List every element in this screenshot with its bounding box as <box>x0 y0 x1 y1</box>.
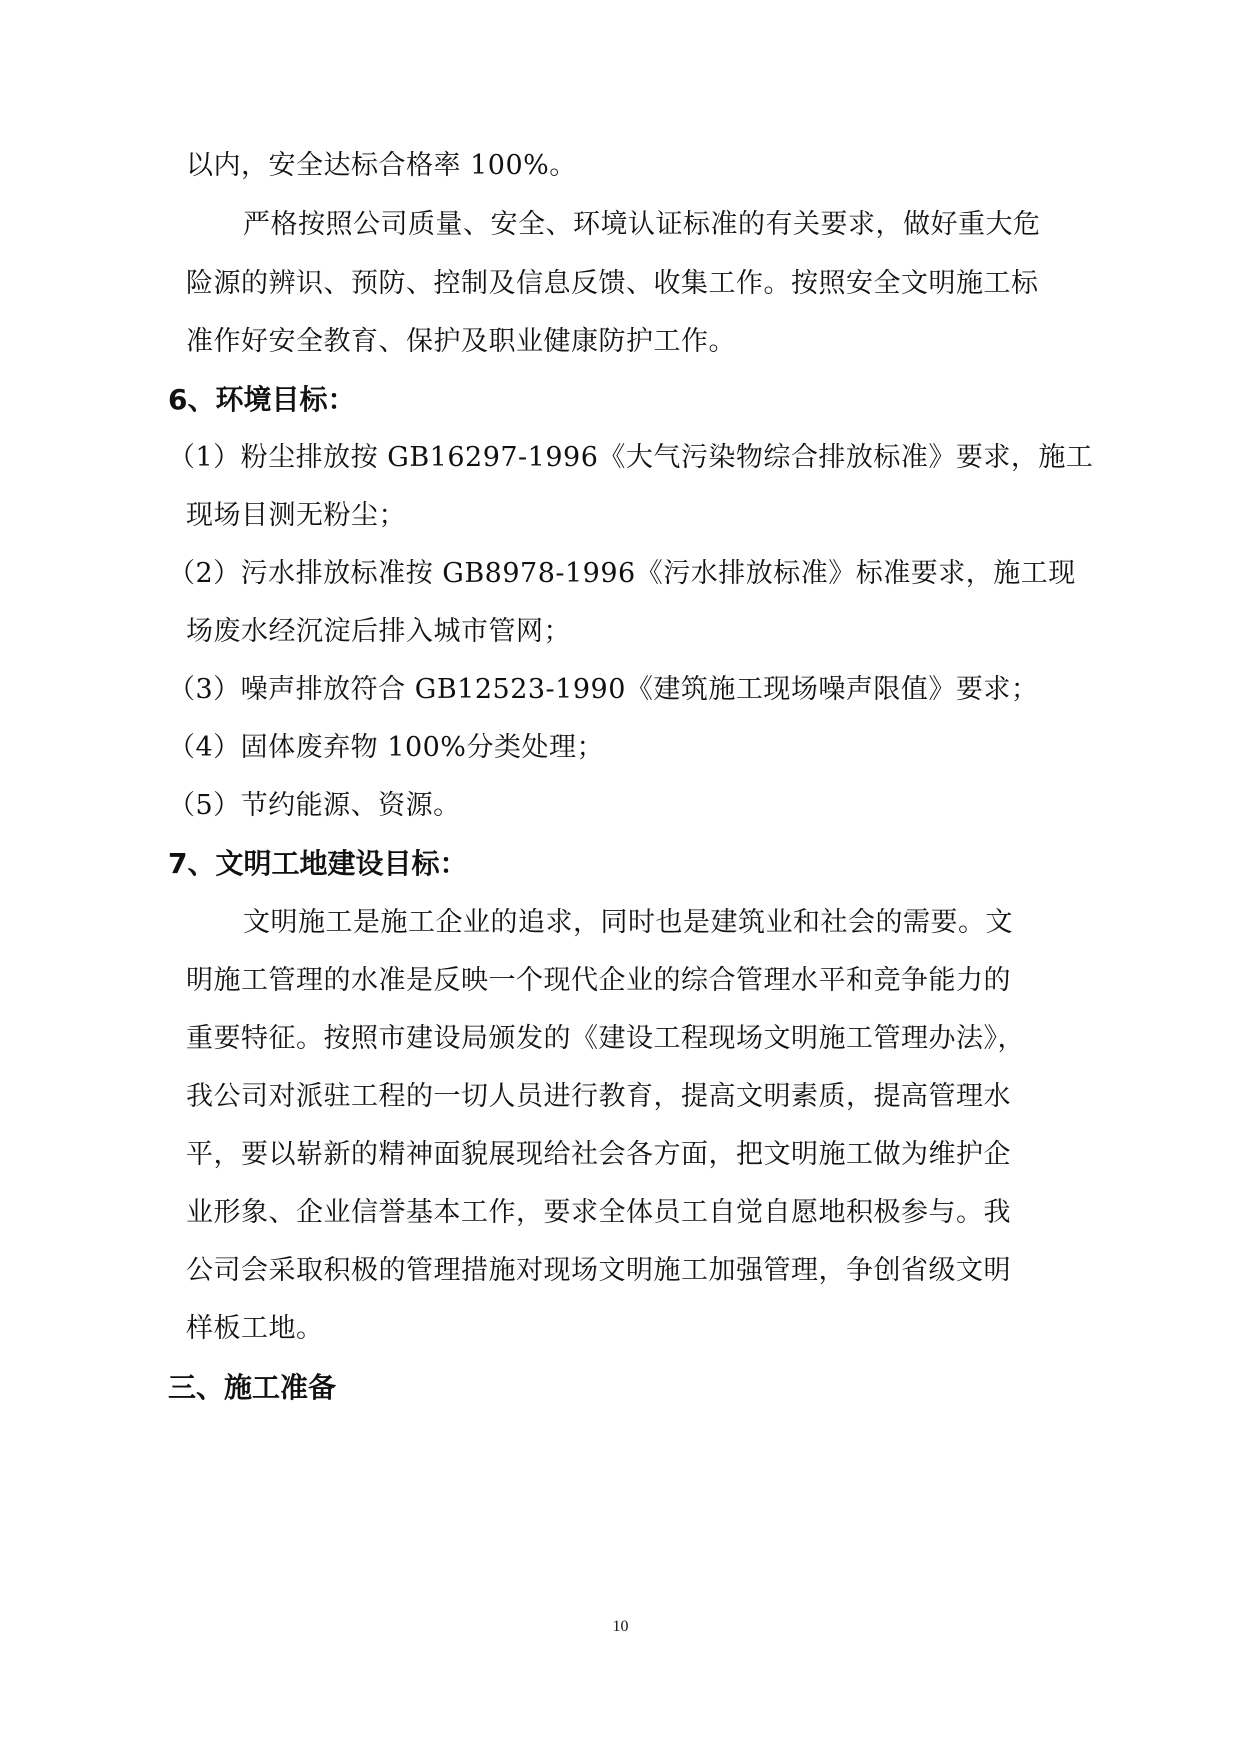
paragraph-line: 严格按照公司质量、安全、环境认证标准的有关要求，做好重大危 <box>243 209 1041 240</box>
paragraph-line: 重要特征。按照市建设局颁发的《建设工程现场文明施工管理办法》， <box>186 1023 1025 1054</box>
list-item-continuation: 场废水经沉淀后排入城市管网； <box>186 616 571 647</box>
chapter-heading: 三、施工准备 <box>168 1371 337 1404</box>
section-heading: 6、环境目标： <box>168 383 356 416</box>
section-heading: 7、文明工地建设目标： <box>168 847 468 880</box>
list-item: （1）粉尘排放按 GB16297-1996《大气污染物综合排放标准》要求，施工 <box>168 442 1094 473</box>
list-item: （2）污水排放标准按 GB8978-1996《污水排放标准》标准要求，施工现 <box>168 558 1076 589</box>
paragraph-line: 准作好安全教育、保护及职业健康防护工作。 <box>186 326 736 357</box>
paragraph-line: 平，要以崭新的精神面貌展现给社会各方面，把文明施工做为维护企 <box>186 1139 1011 1170</box>
paragraph-line: 公司会采取积极的管理措施对现场文明施工加强管理，争创省级文明 <box>186 1255 1011 1286</box>
list-item-continuation: 现场目测无粉尘； <box>186 500 406 531</box>
paragraph-line: 文明施工是施工企业的追求，同时也是建筑业和社会的需要。文 <box>243 907 1013 938</box>
paragraph-line: 我公司对派驻工程的一切人员进行教育，提高文明素质，提高管理水 <box>186 1081 1011 1112</box>
paragraph-line: 业形象、企业信誉基本工作，要求全体员工自觉自愿地积极参与。我 <box>186 1197 1011 1228</box>
paragraph-line: 以内，安全达标合格率 100%。 <box>186 150 577 181</box>
paragraph-line: 样板工地。 <box>186 1313 324 1344</box>
list-item: （3）噪声排放符合 GB12523-1990《建筑施工现场噪声限值》要求； <box>168 674 1039 705</box>
list-item: （4）固体废弃物 100%分类处理； <box>168 732 604 763</box>
paragraph-line: 险源的辨识、预防、控制及信息反馈、收集工作。按照安全文明施工标 <box>186 268 1039 299</box>
list-item: （5）节约能源、资源。 <box>168 790 461 821</box>
paragraph-line: 明施工管理的水准是反映一个现代企业的综合管理水平和竞争能力的 <box>186 965 1011 996</box>
page-number: 10 <box>612 1618 629 1635</box>
